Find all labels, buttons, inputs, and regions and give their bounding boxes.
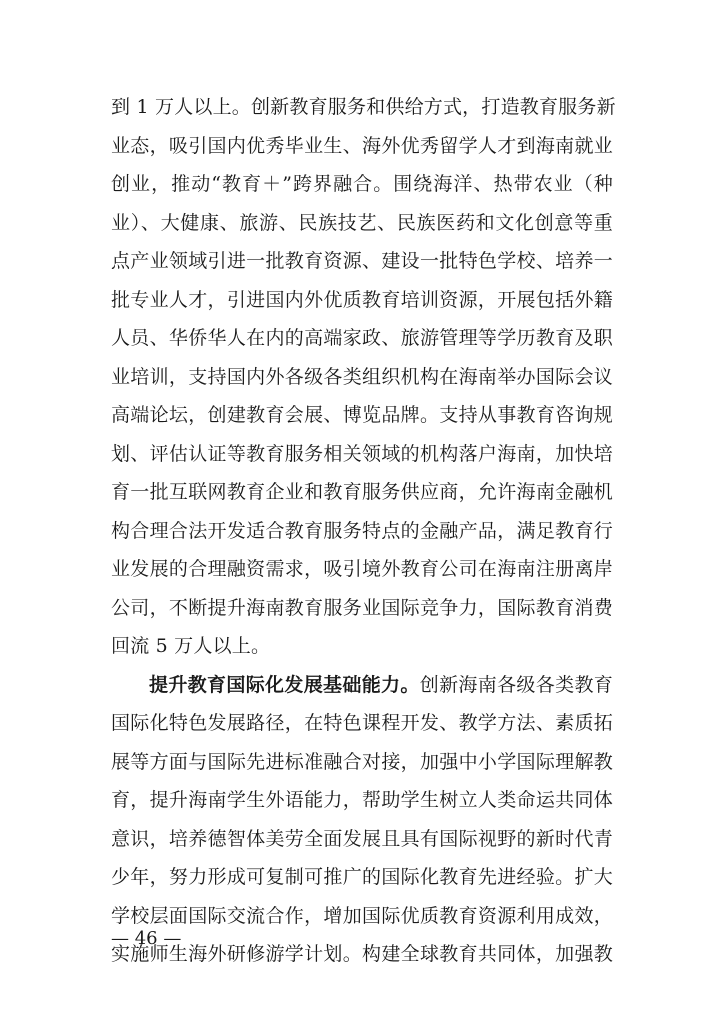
text-line: 高端论坛，创建教育会展、博览品牌。支持从事教育咨询规 xyxy=(111,404,613,426)
paragraph-2 xyxy=(111,666,613,974)
text-line: 业发展的合理融资需求，吸引境外教育公司在海南注册离岸 xyxy=(111,558,613,580)
text-line: 国际化特色发展路径，在特色课程开发、教学方法、素质拓 xyxy=(111,712,613,734)
text-line: 业）、大健康、旅游、民族技艺、民族医药和文化创意等重 xyxy=(111,211,613,234)
page-number: — 46 — xyxy=(111,928,182,949)
text-line: 业态，吸引国内优秀毕业生、海外优秀留学人才到海南就业 xyxy=(111,134,613,157)
heading-continuation: 创新海南各级各类教育 xyxy=(419,673,613,696)
text-line: 学校层面国际交流合作，增加国际优质教育资源利用成效， xyxy=(111,904,613,927)
text-line: 人员、华侨华人在内的高端家政、旅游管理等学历教育及职 xyxy=(111,327,613,349)
text-line: 育一批互联网教育企业和教育服务供应商，允许海南金融机 xyxy=(111,481,613,503)
text-line: 点产业领域引进一批教育资源、建设一批特色学校、培养一 xyxy=(111,250,613,272)
text-line: 构合理合法开发适合教育服务特点的金融产品，满足教育行 xyxy=(111,519,613,542)
text-line: 育，提升海南学生外语能力，帮助学生树立人类命运共同体 xyxy=(111,789,613,811)
paragraph-1 xyxy=(111,88,616,666)
body-text xyxy=(111,88,616,974)
text-line: 意识，培养德智体美劳全面发展且具有国际视野的新时代青 xyxy=(111,827,613,850)
text-line: 实施师生海外研修游学计划。构建全球教育共同体，加强教 xyxy=(111,943,613,965)
section-heading: 提升教育国际化发展基础能力。 xyxy=(149,673,420,696)
text-line: 业培训，支持国内外各级各类组织机构在海南举办国际会议 xyxy=(111,365,613,388)
text-line: 回流 5 万人以上。 xyxy=(111,635,271,657)
text-line: 少年，努力形成可复制可推广的国际化教育先进经验。扩大 xyxy=(111,866,613,888)
text-line: 公司，不断提升海南教育服务业国际竞争力，国际教育消费 xyxy=(111,596,613,619)
text-line: 到 1 万人以上。创新教育服务和供给方式，打造教育服务新 xyxy=(111,96,616,118)
text-line: 展等方面与国际先进标准融合对接，加强中小学国际理解教 xyxy=(111,750,613,773)
text-line: 批专业人才，引进国内外优质教育培训资源，开展包括外籍 xyxy=(111,288,613,311)
text-line: 划、评估认证等教育服务相关领域的机构落户海南，加快培 xyxy=(111,442,613,465)
paragraph-first-line xyxy=(111,666,613,705)
text-line: 创业，推动“教育＋”跨界融合。围绕海洋、热带农业（种 xyxy=(111,173,613,195)
